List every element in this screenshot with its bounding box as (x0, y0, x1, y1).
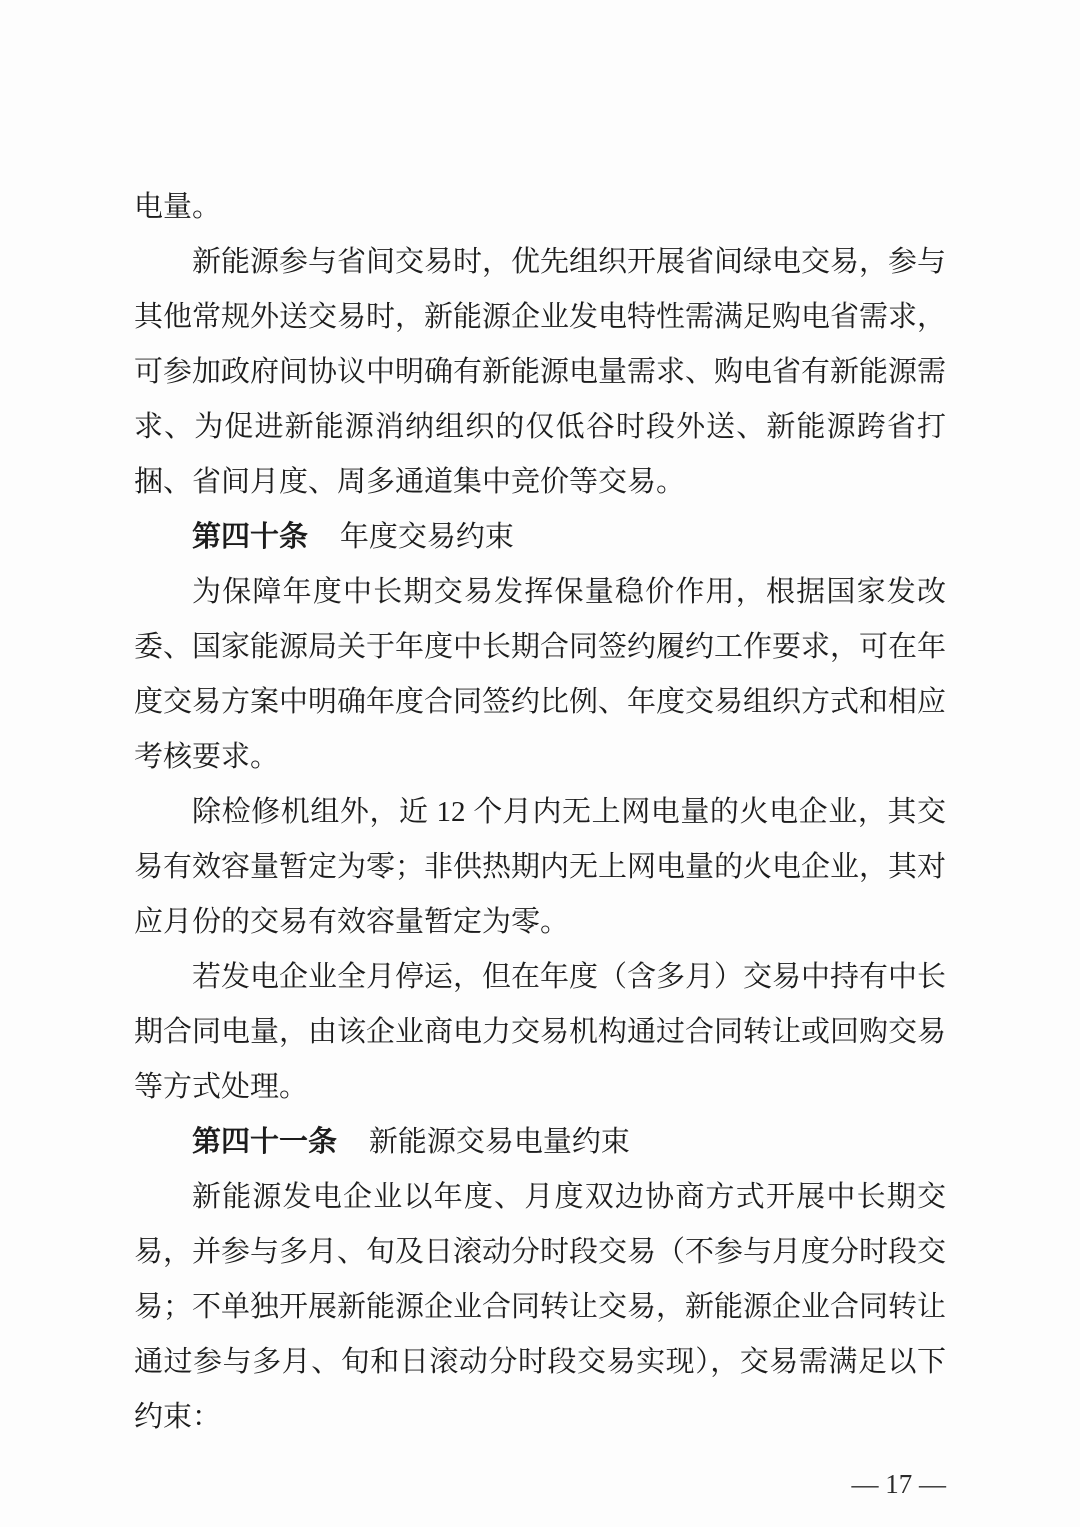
article-number: 第四十一条 (192, 1126, 338, 1158)
paragraph-interprovincial-trading: 新能源参与省间交易时，优先组织开展省间绿电交易，参与其他常规外送交易时，新能源企业发电特性需满足购电省需求，可参加政府间协议中明确有新能源电量需求、购电省有新能源需求、为促进新能源消纳组织的仅低谷时段外送、新能源跨省打捆、省间月度、周多通道集中竞价等交易。 (134, 246, 947, 498)
article-number: 第四十条 (192, 521, 309, 553)
paragraph-continuation: 电量。 (134, 191, 222, 223)
article-heading-41 (134, 1115, 946, 1170)
page-number: — 17 — (851, 1469, 946, 1499)
paragraph-annual-trading-rules: 为保障年度中长期交易发挥保量稳价作用，根据国家发改委、国家能源局关于年度中长期合同签约履约工作要求，可在年度交易方案中明确年度合同签约比例、年度交易组织方式和相应考核要求。 (134, 576, 947, 773)
paragraph-renewable-trading-constraints: 新能源发电企业以年度、月度双边协商方式开展中长期交易，并参与多月、旬及日滚动分时段交易（不参与月度分时段交易；不单独开展新能源企业合同转让交易，新能源企业合同转让通过参与多月、旬和日滚动分时段交易实现），交易需满足以下约束： (134, 1181, 947, 1433)
article-title: 新能源交易电量约束 (368, 1126, 630, 1158)
paragraph-shutdown-contract-handling: 若发电企业全月停运，但在年度（含多月）交易中持有中长期合同电量，由该企业商电力交易机构通过合同转让或回购交易等方式处理。 (134, 961, 947, 1103)
document-body (134, 180, 946, 1501)
article-heading-40 (134, 510, 946, 565)
paragraph-thermal-capacity-rules: 除检修机组外，近 12 个月内无上网电量的火电企业，其交易有效容量暂定为零；非供热期内无上网电量的火电企业，其对应月份的交易有效容量暂定为零。 (134, 796, 947, 938)
article-title: 年度交易约束 (339, 521, 514, 553)
